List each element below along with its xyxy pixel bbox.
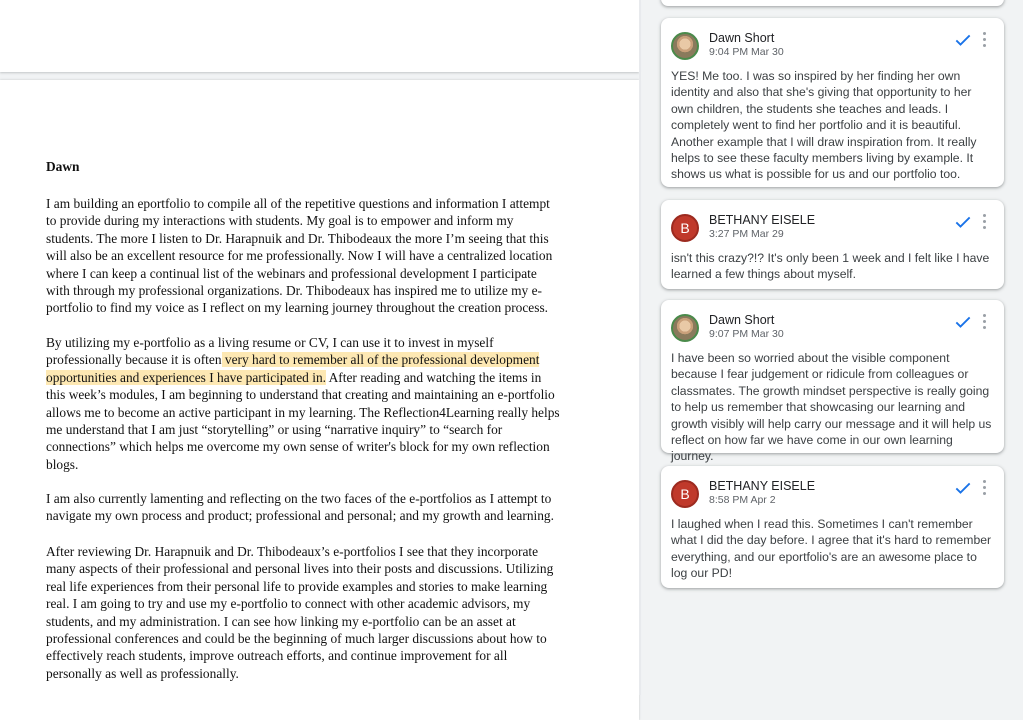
doc-paragraph-3[interactable]: I am also currently lamenting and reflecting on the two faces of the e-portfolios as I attempt to navigate my own process and product; professional and personal; and my growth and learning.: [46, 491, 554, 524]
comment-card[interactable]: [661, 200, 1004, 289]
avatar: [671, 32, 699, 60]
comment-card[interactable]: [661, 300, 1004, 464]
comment-author: BETHANY EISELE: [709, 479, 816, 493]
avatar: [671, 314, 699, 342]
comment-author: Dawn Short: [709, 31, 775, 45]
doc-paragraph-2[interactable]: [46, 334, 562, 473]
comment-card[interactable]: [661, 466, 1004, 588]
comment-time: 9:04 PM Mar 30: [709, 46, 784, 58]
comment-text: I have been so worried about the visible component because I fear judgement or ridicule from colleagues or classmates. The growth mindset perspective is really going to help us remember that showcasing our learning and growth visibly will help carry our message and it will help us reflect on how far we have come in our own learning journey.: [671, 351, 992, 464]
check-icon[interactable]: [953, 478, 973, 498]
avatar: B: [671, 214, 699, 242]
comment-text: isn't this crazy?!? It's only been 1 week and I felt like I have learned a few things about myself.: [671, 251, 990, 282]
check-icon[interactable]: [953, 30, 973, 50]
comment-card[interactable]: [661, 18, 1004, 187]
previous-comment-card: [661, 0, 1004, 6]
comment-time: 3:27 PM Mar 29: [709, 228, 784, 240]
doc-heading: Dawn: [46, 159, 80, 174]
comment-text: I laughed when I read this. Sometimes I can't remember what I did the day before. I agree that it's hard to remember everything, and our eportfolio's are an awesome place to log our PD!: [671, 517, 992, 581]
comment-highlight[interactable]: very hard to remember all of the professional development opportunities and experiences I have participated in.: [46, 352, 540, 385]
more-vert-icon[interactable]: [981, 480, 987, 498]
check-icon[interactable]: [953, 212, 973, 232]
more-vert-icon[interactable]: [981, 214, 987, 232]
comment-time: 8:58 PM Apr 2: [709, 494, 776, 506]
pane-divider: [639, 0, 641, 695]
document-page[interactable]: [0, 80, 639, 720]
doc-paragraph-4[interactable]: After reviewing Dr. Harapnuik and Dr. Thibodeaux’s e-portfolios I see that they incorporate many aspects of their professional and personal lives into their posts and discussions. Utilizing real life experiences from their personal life to provide examples and stories to make learning real. I am going to try and use my e-portfolio to connect with other academic advisors, my students, and my administration. I can see how linking my e-portfolio can be an asset at professional conferences and could be the beginning of much larger discussions about how to effectively reach students, improve outreach efforts, and continue improvement for all personally as well as professionally.: [46, 544, 554, 681]
check-icon[interactable]: [953, 312, 973, 332]
doc-paragraph-2-start: By utilizing my e-portfolio as a living resume or CV, I can use it to invest in myself professionally because it is often: [46, 335, 494, 368]
avatar: B: [671, 480, 699, 508]
more-vert-icon[interactable]: [981, 314, 987, 332]
previous-page: [0, 0, 639, 72]
more-vert-icon[interactable]: [981, 32, 987, 50]
comment-time: 9:07 PM Mar 30: [709, 328, 784, 340]
doc-paragraph-1[interactable]: I am building an eportfolio to compile all of the repetitive questions and information I attempt to provide during my interactions with students. My goal is to empower and inform my students. The more I listen to Dr. Harapnuik and Dr. Thibodeaux the more I’m seeing that this will also be an excellent resource for me professionally. Now I will have a centralized location where I can keep a continual list of the webinars and professional development I participate with through my professional organizations. Dr. Thibodeaux has inspired me to utilize my e-portfolio to find my voice as I reflect on my learning journey throughout the creation process.: [46, 196, 553, 316]
doc-paragraph-2-rest: After reading and watching the items in this week’s modules, I am beginning to understand that creating and maintaining an e-portfolio allows me to become an active participant in my learning. The Reflection4Learning really helps me understand that I am just “storytelling” or using “narrative inquiry” to “search for connections” which helps me overcome my own sense of writer's block for my own reflection blogs.: [46, 369, 560, 472]
comment-author: Dawn Short: [709, 313, 775, 327]
comment-text: YES! Me too. I was so inspired by her finding her own identity and also that she's giving that opportunity to her own children, the students she teaches and leads. I completely went to find her portfolio and it is beautiful. Another example that I will draw inspiration from. It really helps to see these faculty members living by example. It shows us what is possible for us and our portfolio too.: [671, 69, 977, 182]
comment-author: BETHANY EISELE: [709, 213, 816, 227]
